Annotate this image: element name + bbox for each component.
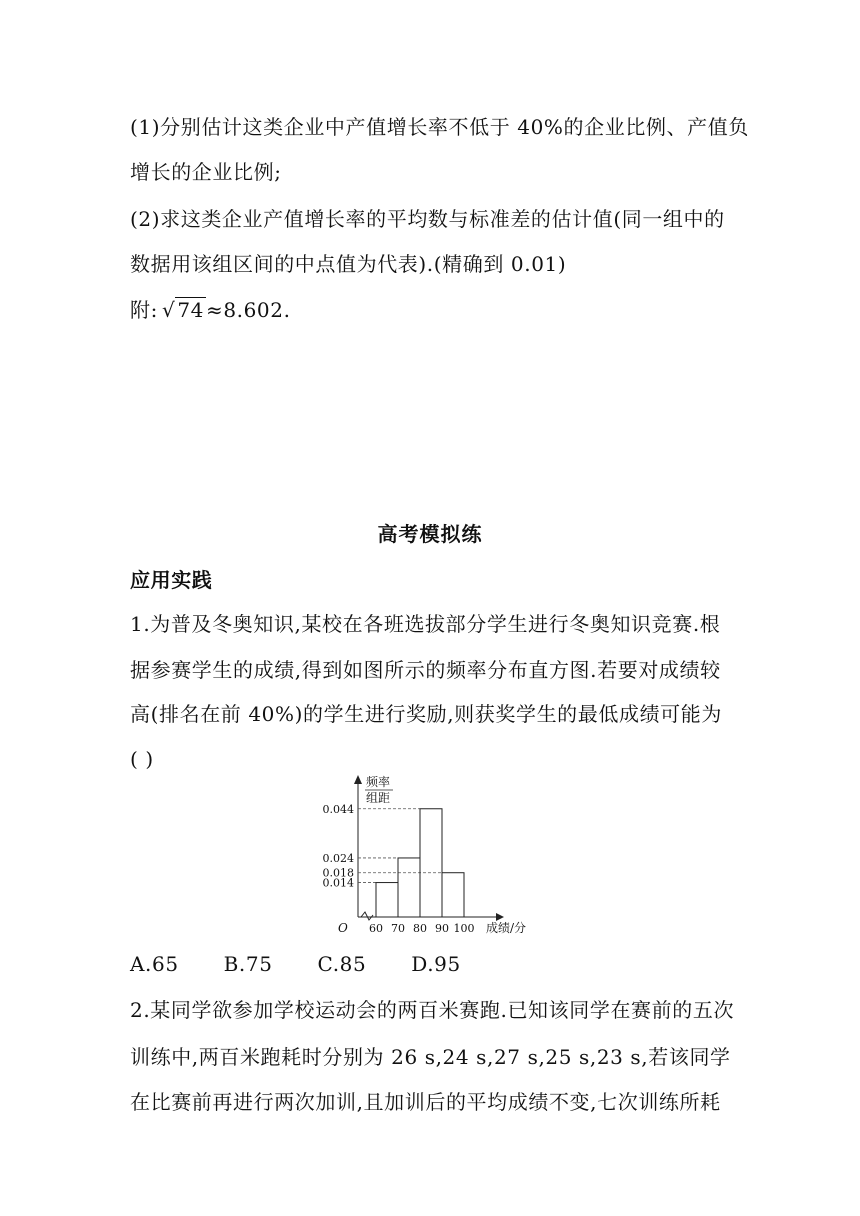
origin-label: O xyxy=(338,921,348,935)
question1-line: 高(排名在前 40%)的学生进行奖励,则获奖学生的最低成绩可能为 xyxy=(130,702,722,726)
x-axis-arrow xyxy=(496,913,504,921)
axis-break-mark xyxy=(361,912,373,920)
q2-text-line: 数据用该组区间的中点值为代表).(精确到 0.01) xyxy=(130,252,567,276)
x-tick-label: 100 xyxy=(453,922,475,935)
option-c[interactable]: C.85 xyxy=(317,952,367,976)
appendix-line xyxy=(130,296,291,324)
question2-line: 在比赛前再进行两次加训,且加训后的平均成绩不变,七次训练所耗 xyxy=(130,1090,721,1114)
option-d[interactable]: D.95 xyxy=(411,952,461,976)
options-row xyxy=(130,950,499,978)
q1-text-line: 增长的企业比例; xyxy=(130,160,282,184)
q2-text-line: (2)求这类企业产值增长率的平均数与标准差的估计值(同一组中的 xyxy=(130,207,725,231)
option-b[interactable]: B.75 xyxy=(223,952,273,976)
histogram-bar xyxy=(376,883,398,917)
sqrt-symbol: √ 74 xyxy=(161,298,204,322)
x-axis-label: 成绩/分 xyxy=(486,921,527,935)
question2-line: 训练中,两百米跑耗时分别为 26 s,24 s,27 s,25 s,23 s,若该同学 xyxy=(130,1045,731,1069)
section-title: 高考模拟练 xyxy=(377,522,483,546)
y-axis-arrow xyxy=(354,775,362,784)
y-label-top: 频率 xyxy=(366,775,391,789)
y-tick-label: 0.018 xyxy=(322,866,354,880)
y-tick-label: 0.024 xyxy=(322,851,354,865)
frequency-histogram xyxy=(318,772,548,942)
option-a[interactable]: A.65 xyxy=(130,952,179,976)
question1-line: 据参赛学生的成绩,得到如图所示的频率分布直方图.若要对成绩较 xyxy=(130,658,721,682)
x-tick-label: 80 xyxy=(413,922,427,935)
histogram-bar xyxy=(420,809,442,917)
x-tick-label: 60 xyxy=(369,922,383,935)
appendix-prefix: 附: xyxy=(130,298,158,322)
y-label-bottom: 组距 xyxy=(366,791,391,805)
q1-text-line: (1)分别估计这类企业中产值增长率不低于 40%的企业比例、产值负 xyxy=(130,115,749,139)
sqrt-radicand: 74 xyxy=(177,298,204,322)
section-subtitle: 应用实践 xyxy=(130,568,213,592)
question2-line: 2.某同学欲参加学校运动会的两百米赛跑.已知该同学在赛前的五次 xyxy=(130,998,735,1022)
appendix-suffix: ≈8.602. xyxy=(205,298,291,322)
y-tick-label: 0.044 xyxy=(322,802,354,816)
histogram-bar xyxy=(442,873,464,917)
y-tick-label: 0.014 xyxy=(322,876,354,890)
question1-line: 1.为普及冬奥知识,某校在各班选拔部分学生进行冬奥知识竞赛.根 xyxy=(130,612,721,636)
histogram-bar xyxy=(398,858,420,917)
answer-parentheses: ( ) xyxy=(130,747,154,771)
x-tick-label: 90 xyxy=(435,922,449,935)
x-tick-label: 70 xyxy=(391,922,405,935)
